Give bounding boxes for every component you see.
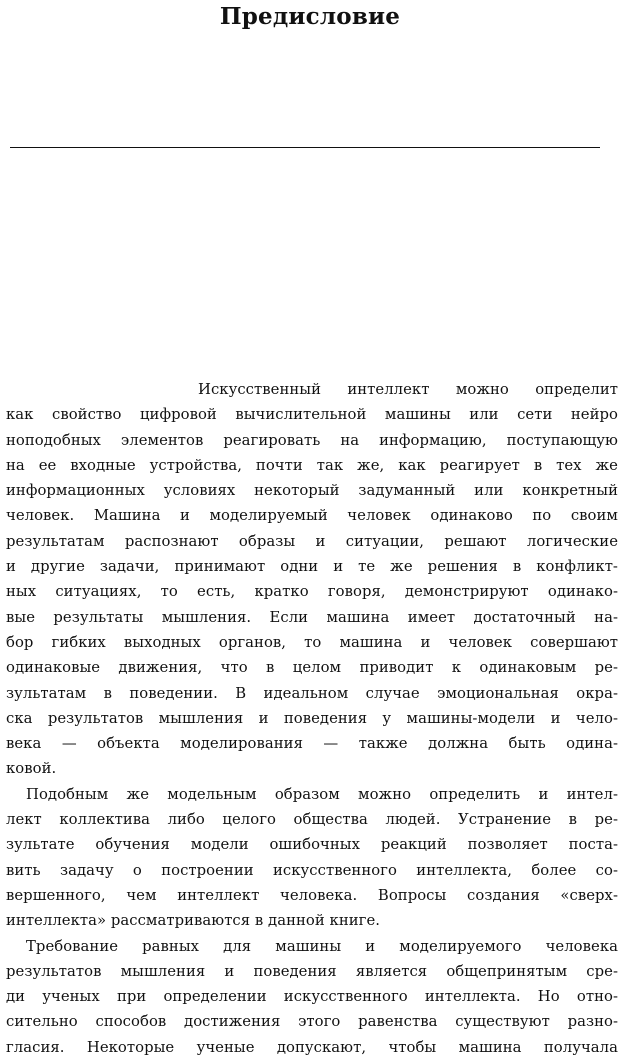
text-line: века — объекта моделирования — также должна быть одина- bbox=[6, 735, 618, 753]
text-line: вершенного, чем интеллект человека. Вопросы создания «сверх- bbox=[6, 886, 618, 904]
text-line: зультате обучения модели ошибочных реакций позволяет поста- bbox=[6, 836, 618, 854]
text-line: ковой. bbox=[6, 760, 57, 778]
horizontal-rule bbox=[10, 147, 600, 148]
text-line: Подобным же модельным образом можно определить и интел- bbox=[26, 785, 618, 803]
text-line: одинаковые движения, что в целом приводит к одинаковым ре- bbox=[6, 659, 618, 677]
text-line: зультатам в поведении. В идеальном случае эмоциональная окра- bbox=[6, 684, 618, 702]
text-line: ска результатов мышления и поведения у машины-модели и чело- bbox=[6, 709, 618, 727]
text-line: ди ученых при определении искусственного интеллекта. Но отно- bbox=[6, 988, 618, 1006]
text-line: сительно способов достижения этого равенства существуют разно- bbox=[6, 1013, 618, 1031]
text-line: ноподобных элементов реагировать на информацию, поступающую bbox=[6, 431, 618, 449]
text-line: результатов мышления и поведения является общепринятым сре- bbox=[6, 962, 618, 980]
text-line: Требование равных для машины и моделируемого человека bbox=[26, 937, 618, 955]
text-line: лект коллектива либо целого общества людей. Устранение в ре- bbox=[6, 811, 618, 829]
text-line: ных ситуациях, то есть, кратко говоря, демонстрируют одинако- bbox=[6, 583, 618, 601]
text-line: на ее входные устройства, почти так же, как реагирует в тех же bbox=[6, 456, 618, 474]
text-line: вые результаты мышления. Если машина имеет достаточный на- bbox=[6, 608, 618, 626]
text-line: интеллекта» рассматриваются в данной книге. bbox=[6, 912, 381, 930]
text-line: результатам распознают образы и ситуации, решают логические bbox=[6, 532, 618, 550]
text-line: Искусственный интеллект можно определит bbox=[198, 381, 618, 398]
text-line: гласия. Некоторые ученые допускают, чтобы машина получала bbox=[6, 1038, 618, 1056]
page-title: Предисловие bbox=[219, 3, 401, 30]
text-line: информационных условиях некоторый задуманный или конкретный bbox=[6, 482, 618, 500]
text-line: бор гибких выходных органов, то машина и человек совершают bbox=[6, 633, 618, 651]
text-line: вить задачу о построении искусственного интеллекта, более со- bbox=[6, 861, 618, 879]
text-line: человек. Машина и моделируемый человек одинаково по своим bbox=[6, 507, 618, 525]
text-line: как свойство цифровой вычислительной машины или сети нейро bbox=[6, 406, 618, 424]
text-line: и другие задачи, принимают одни и те же решения в конфликт- bbox=[6, 558, 618, 576]
body-text bbox=[6, 377, 618, 1060]
